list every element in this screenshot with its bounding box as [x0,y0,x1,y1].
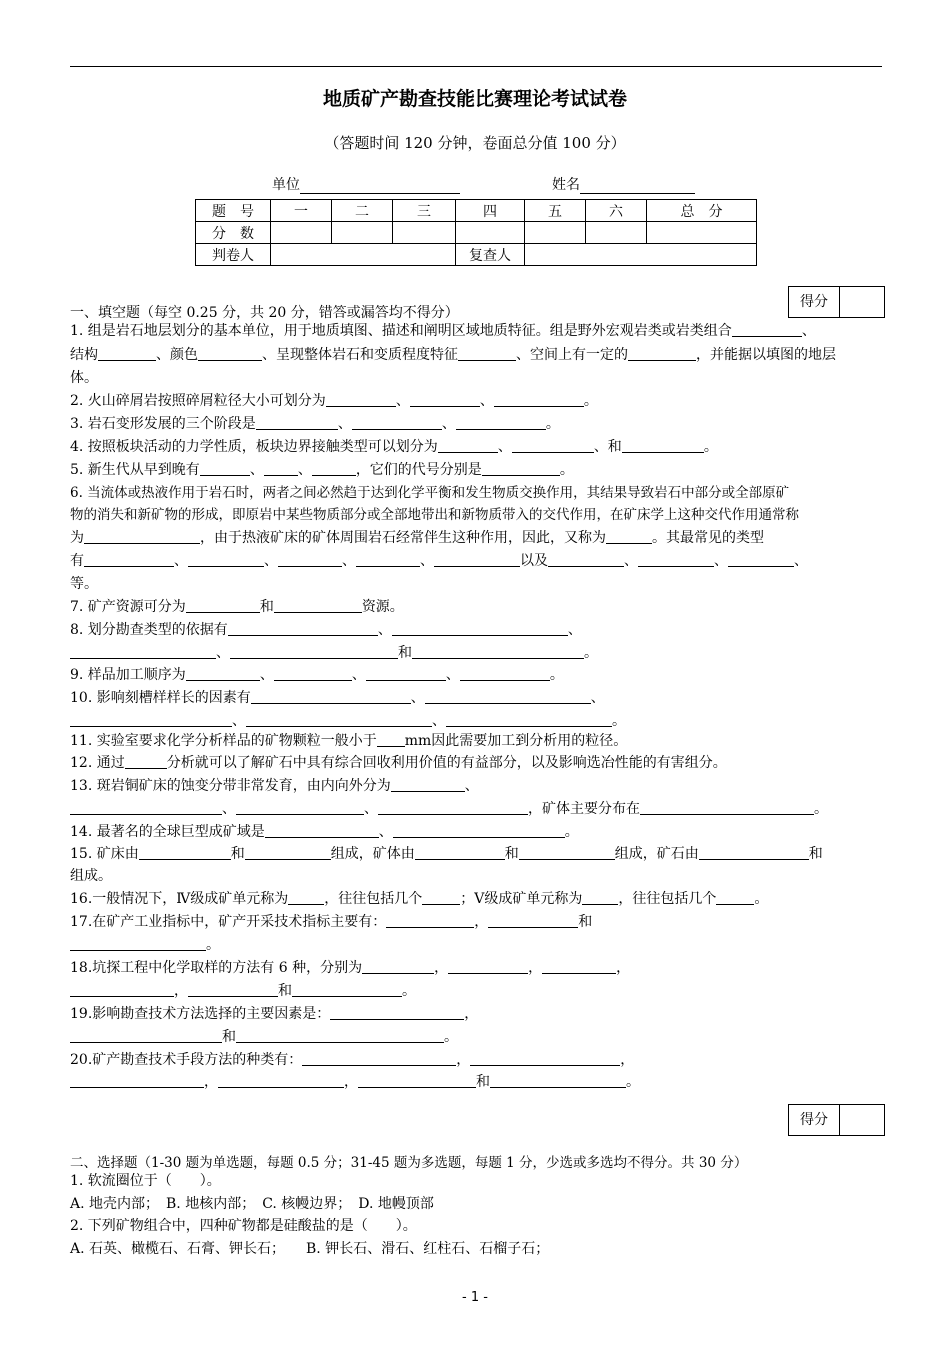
answer-blank[interactable] [358,1072,476,1088]
answer-blank[interactable] [292,981,402,997]
answer-blank[interactable] [245,844,331,860]
answer-blank[interactable] [378,799,528,815]
fill-line: 3. 岩石变形发展的三个阶段是 、 、 。 [70,416,560,432]
answer-blank[interactable] [415,844,505,860]
section-1-heading: 一、填空题（每空 0.25 分，共 20 分，错答或漏答均不得分） [70,305,459,321]
answer-blank[interactable] [330,1004,464,1020]
score-table-grader-row [196,244,757,266]
answer-blank[interactable] [218,1072,344,1088]
answer-blank[interactable] [438,437,498,453]
fill-line: 体。 [70,370,98,386]
unit-label: 单位 [272,177,300,193]
answer-blank[interactable] [278,551,342,567]
score-box-value[interactable] [840,1105,884,1135]
fill-line: 18.坑探工程中化学取样的方法有 6 种，分别为 ， ， ， [70,960,631,976]
answer-blank[interactable] [70,1072,204,1088]
answer-blank[interactable] [494,391,584,407]
answer-blank[interactable] [422,889,460,905]
fill-line: 和 。 [70,1026,882,1048]
grader-cell[interactable] [271,244,456,266]
fill-line: 9. 样品加工顺序为 、 、 、 。 [70,667,564,683]
score-table-header-cell: 总 分 [647,200,757,222]
fill-line: 14. 最著名的全球巨型成矿域是 、 。 [70,824,579,840]
answer-blank[interactable] [392,620,568,636]
answer-blank[interactable] [70,711,232,727]
answer-blank[interactable] [356,551,420,567]
answer-blank[interactable] [393,822,565,838]
answer-blank[interactable] [446,711,612,727]
score-table-header-row [196,200,757,222]
answer-blank[interactable] [236,1027,444,1043]
answer-blank[interactable] [70,643,216,659]
score-table [195,199,757,266]
answer-blank[interactable] [519,844,615,860]
name-blank[interactable] [580,178,695,194]
reviewer-label: 复查人 [456,244,525,266]
answer-blank[interactable] [732,321,802,337]
answer-blank[interactable] [256,414,338,430]
score-cell[interactable] [456,222,525,244]
fill-line: ， ， 和 。 [70,1071,882,1093]
fill-line: 1. 组是岩石地层划分的基本单位，用于地质填图、描述和阐明区域地质特征。组是野外宏观岩类或岩类组合 、 [70,323,816,339]
score-cell[interactable] [525,222,586,244]
grader-label: 判卷人 [196,244,271,266]
answer-blank[interactable] [728,551,794,567]
score-table-header-cell: 题 号 [196,200,271,222]
fill-line: 有 、 、 、 、 以及 、 、 、 [70,553,808,569]
fill-line: 、 、 ，矿体主要分布在 。 [70,798,882,820]
answer-blank[interactable] [265,822,379,838]
answer-blank[interactable] [391,776,465,792]
answer-blank[interactable] [606,528,652,544]
choice-line: A. 石英、橄榄石、石膏、钾长石； B. 钾长石、滑石、红柱石、石榴子石； [70,1241,550,1257]
answer-blank[interactable] [188,981,278,997]
fill-line: 8. 划分勘查类型的依据有 、 、 [70,622,582,638]
answer-blank[interactable] [460,665,550,681]
score-table-header-cell: 六 [586,200,647,222]
score-box-section-1 [788,286,885,318]
answer-blank[interactable] [236,799,364,815]
answer-blank[interactable] [70,1027,222,1043]
fill-line: 7. 矿产资源可分为 和 资源。 [70,599,404,615]
answer-blank[interactable] [228,620,378,636]
fill-line: 物的消失和新矿物的形成，即原岩中某些物质部分或全部地带出和新物质带入的交代作用，在矿床学上这种交代作用通常称 [70,507,799,523]
fill-line: 2. 火山碎屑岩按照碎屑粒径大小可划分为 、 、 。 [70,393,598,409]
score-table-header-cell: 二 [332,200,393,222]
answer-blank[interactable] [448,958,528,974]
answer-blank[interactable] [251,688,411,704]
answer-blank[interactable] [482,460,560,476]
score-cell[interactable] [647,222,757,244]
answer-blank[interactable] [410,391,480,407]
fill-line: 12. 通过 分析就可以了解矿石中具有综合回收利用价值的有益部分，以及影响选冶性能的有害组分。 [70,755,727,771]
choice-line: 2. 下列矿物组合中，四种矿物都是硅酸盐的是（ ）。 [70,1218,417,1234]
answer-blank[interactable] [84,528,200,544]
answer-blank[interactable] [288,889,324,905]
header-rule [70,66,882,67]
answer-blank[interactable] [366,665,446,681]
answer-blank[interactable] [362,958,434,974]
answer-blank[interactable] [70,981,174,997]
fill-line: 、 、 。 [70,710,882,732]
answer-blank[interactable] [312,460,356,476]
score-box-section-2 [788,1104,885,1136]
fill-line: 、 和 。 [70,642,882,664]
choice-line: A. 地壳内部； B. 地核内部； C. 核幔边界； D. 地幔顶部 [70,1196,434,1212]
answer-blank[interactable] [188,551,264,567]
answer-blank[interactable] [425,688,591,704]
fill-line: 。 [70,934,882,956]
answer-blank[interactable] [470,1050,620,1066]
answer-blank[interactable] [352,414,442,430]
fill-line: 20.矿产勘查技术手段方法的种类有： ， ， [70,1052,635,1068]
answer-blank[interactable] [198,345,262,361]
answer-blank[interactable] [716,889,754,905]
unit-blank[interactable] [300,178,460,194]
answer-blank[interactable] [274,597,362,613]
answer-blank[interactable] [186,597,260,613]
fill-line: 10. 影响刻槽样样长的因素有 、 、 [70,690,605,706]
answer-blank[interactable] [434,551,520,567]
answer-blank[interactable] [640,799,814,815]
name-field[interactable] [552,174,695,194]
fill-line: ， 和 。 [70,980,882,1002]
answer-blank[interactable] [200,460,250,476]
answer-blank[interactable] [512,437,594,453]
exam-title: 地质矿产勘查技能比赛理论考试试卷 [322,88,627,110]
answer-blank[interactable] [488,912,578,928]
answer-blank[interactable] [230,643,398,659]
score-table-header-cell: 一 [271,200,332,222]
answer-blank[interactable] [699,844,809,860]
answer-blank[interactable] [84,551,174,567]
reviewer-cell[interactable] [525,244,757,266]
answer-blank[interactable] [542,958,616,974]
score-table-score-row [196,222,757,244]
score-table-header-cell: 四 [456,200,525,222]
answer-blank[interactable] [628,345,696,361]
page-number: - 1 - [462,1290,488,1305]
score-cell[interactable] [271,222,332,244]
answer-blank[interactable] [490,1072,626,1088]
section-2-heading: 二、选择题（1-30 题为单选题，每题 0.5 分；31-45 题为多选题，每题 1 分，少选或多选均不得分。共 30 分） [70,1155,748,1171]
fill-line: 组成。 [70,868,112,884]
answer-blank[interactable] [246,711,432,727]
fill-line: 13. 斑岩铜矿床的蚀变分带非常发育，由内向外分为 、 [70,778,479,794]
fill-line: 6. 当流体或热液作用于岩石时，两者之间必然趋于达到化学平衡和发生物质交换作用，其结果导致岩石中部分或全部原矿 [70,485,790,501]
fill-line: 11. 实验室要求化学分析样品的矿物颗粒一般小于 mm因此需要加工到分析用的粒径。 [70,733,628,749]
answer-blank[interactable] [412,643,584,659]
fill-line: 为 ，由于热液矿床的矿体周围岩石经常伴生这种作用，因此，又称为 。其最常见的类型 [70,530,764,546]
fill-line: 5. 新生代从早到晚有 、 、 ，它们的代号分别是 。 [70,462,574,478]
answer-blank[interactable] [70,935,206,951]
answer-blank[interactable] [264,460,298,476]
score-cell[interactable] [586,222,647,244]
answer-blank[interactable] [125,753,167,769]
unit-field[interactable] [272,174,460,194]
score-box-value[interactable] [840,287,884,317]
fill-line: 等。 [70,576,98,592]
answer-blank[interactable] [458,345,516,361]
answer-blank[interactable] [622,437,704,453]
answer-blank[interactable] [186,665,260,681]
answer-blank[interactable] [377,731,405,747]
score-cell[interactable] [393,222,456,244]
fill-line: 17.在矿产工业指标中，矿产开采技术指标主要有： ， 和 [70,914,593,930]
fill-line: 16.一般情况下，Ⅳ级成矿单元称为 ，往往包括几个 ；Ⅴ级成矿单元称为 ，往往包括几个 。 [70,891,769,907]
answer-blank[interactable] [456,414,546,430]
answer-blank[interactable] [70,799,222,815]
fill-line: 结构 、颜色 、呈现整体岩石和变质程度特征 、空间上有一定的 ，并能据以填图的地层 [70,347,836,363]
score-box-label: 得分 [789,287,840,317]
answer-blank[interactable] [302,1050,456,1066]
answer-blank[interactable] [326,391,396,407]
answer-blank[interactable] [386,912,474,928]
score-cell[interactable] [332,222,393,244]
answer-blank[interactable] [638,551,714,567]
answer-blank[interactable] [582,889,618,905]
answer-blank[interactable] [139,844,231,860]
answer-blank[interactable] [548,551,624,567]
score-row-label: 分 数 [196,222,271,244]
score-box-label: 得分 [789,1105,840,1135]
choice-line: 1. 软流圈位于（ ）。 [70,1173,221,1189]
score-table-header-cell: 五 [525,200,586,222]
fill-line: 15. 矿床由 和 组成，矿体由 和 组成，矿石由 和 [70,846,823,862]
answer-blank[interactable] [98,345,156,361]
exam-subtitle: （答题时间 120 分钟，卷面总分值 100 分） [324,134,626,152]
score-table-header-cell: 三 [393,200,456,222]
name-label: 姓名 [552,177,580,193]
fill-line: 4. 按照板块活动的力学性质，板块边界接触类型可以划分为 、 、和 。 [70,439,718,455]
fill-line: 19.影响勘查技术方法选择的主要因素是： ， [70,1006,479,1022]
answer-blank[interactable] [274,665,352,681]
